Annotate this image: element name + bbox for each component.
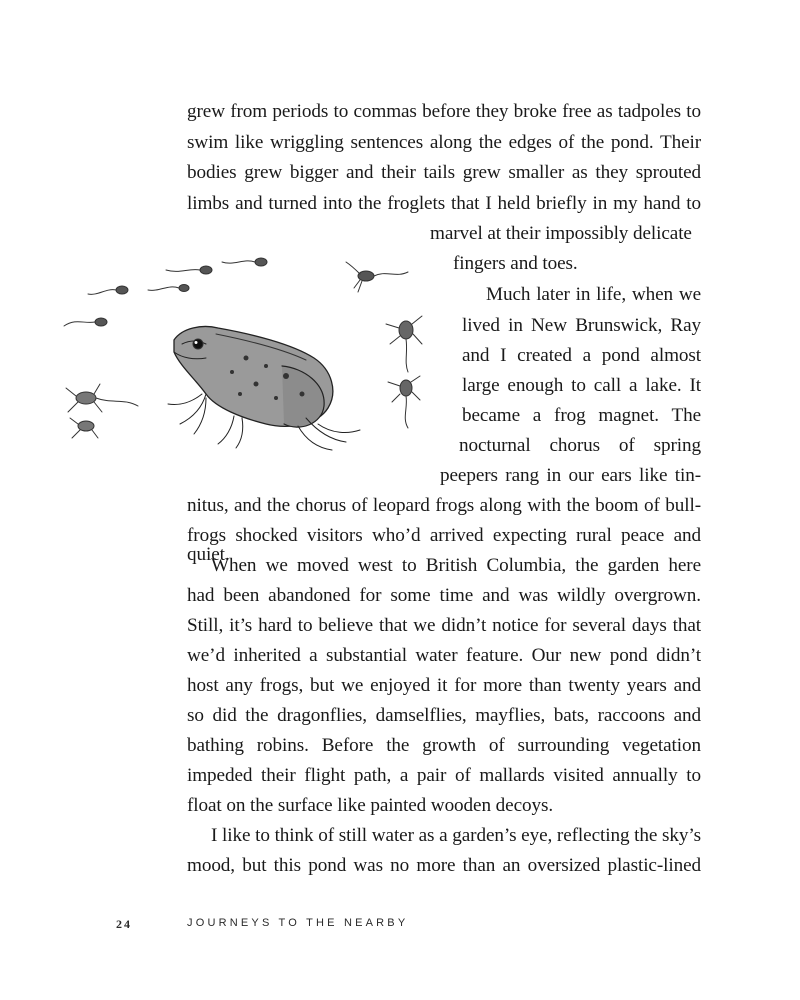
body-line: fingers and toes. [453,253,578,274]
page-number: 24 [116,917,132,931]
body-line: grew from periods to commas before they broke free as tadpoles to [187,101,701,122]
body-line: swim like wriggling sentences along the edges of the pond. Their [187,132,701,153]
froglet-icon [70,418,98,438]
tadpole-icon [88,286,128,294]
tadpole-icon [166,266,212,274]
body-line: mood, but this pond was no more than an oversized plastic-lined [187,855,701,876]
tadpole-icon [64,318,107,326]
tadpole-icon [148,285,189,292]
body-line: large enough to call a lake. It [462,375,701,396]
body-line: we’d inherited a substantial water feature. Our new pond didn’t [187,645,701,666]
body-line: so did the dragonflies, damselflies, mayflies, bats, raccoons and [187,705,701,726]
body-line: limbs and turned into the froglets that I held briefly in my hand to [187,193,701,214]
body-line: When we moved west to British Columbia, the garden here [211,555,701,576]
running-head: JOURNEYS TO THE NEARBY [187,917,409,929]
frog-icon [168,327,360,451]
froglet-icon [66,384,138,412]
body-line: bathing robins. Before the growth of surrounding vegetation [187,735,701,756]
tadpole-icon [346,262,408,292]
body-line: lived in New Brunswick, Ray [462,315,701,336]
body-line: marvel at their impossibly delicate [430,223,692,244]
body-line: bodies grew bigger and their tails grew smaller as they sprouted [187,162,701,183]
body-line: and I created a pond almost [462,345,701,366]
body-line: nocturnal chorus of spring [459,435,701,456]
body-line: frogs shocked visitors who’d arrived expecting rural peace and quiet. [187,525,701,566]
body-line: float on the surface like painted wooden decoys. [187,795,554,816]
froglet-icon [388,376,420,428]
frog-illustration-icon [56,248,446,454]
body-line: impeded their flight path, a pair of mallards visited annually to [187,765,701,786]
tadpole-icon [222,258,267,266]
body-line: had been abandoned for some time and was wildly overgrown. [187,585,701,606]
body-line: I like to think of still water as a garden’s eye, reflecting the sky’s [211,825,701,846]
body-line: nitus, and the chorus of leopard frogs along with the boom of bull- [187,495,701,516]
froglet-icon [386,316,422,372]
body-line: Still, it’s hard to believe that we didn’t notice for several days that [187,615,701,636]
body-line: host any frogs, but we enjoyed it for more than twenty years and [187,675,701,696]
body-line: peepers rang in our ears like tin- [440,465,701,486]
body-line: Much later in life, when we [486,284,701,305]
body-line: became a frog magnet. The [462,405,701,426]
